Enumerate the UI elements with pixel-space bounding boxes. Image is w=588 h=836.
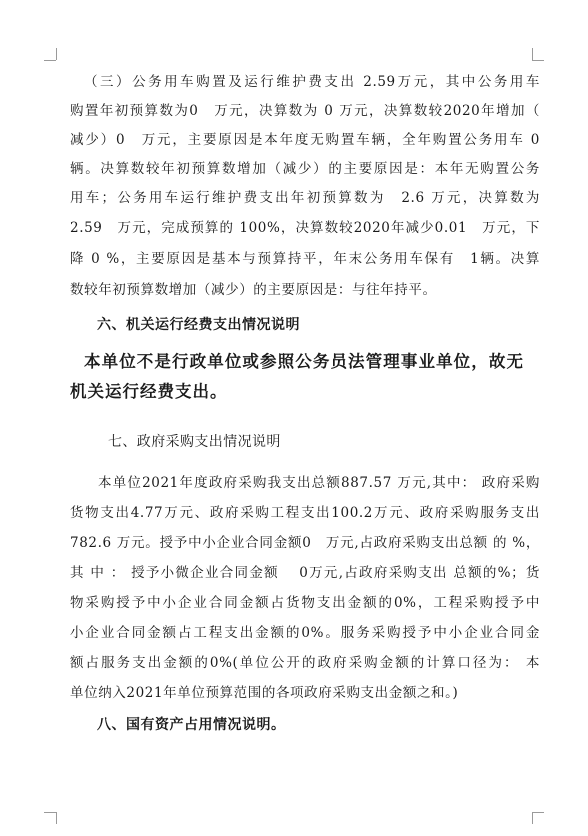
paragraph-line: 辆。决算数较年初预算数增加（减少）的主要原因是：本年无购置公务	[70, 161, 540, 177]
paragraph-line: 物采购授予中小企业合同金额占货物支出金额的0%，工程采购授予中	[70, 595, 540, 611]
paragraph-line: 用车；公务用车运行维护费支出年初预算数为 2.6 万元，决算数为	[70, 190, 540, 206]
section-6-body-line: 本单位不是行政单位或参照公务员法管理事业单位，故无	[84, 352, 524, 371]
paragraph-line: 额占服务支出金额的0%(单位公开的政府采购金额的计算口径为： 本	[70, 655, 540, 671]
paragraph-line: 本单位2021年度政府采购我支出总额887.57 万元,其中： 政府采购	[98, 475, 540, 491]
paragraph-line: 其 中 ： 授予小微企业合同金额 0万元,占政府采购支出 总额的%；货	[70, 565, 540, 581]
section-6-body-line: 机关运行经费支出。	[70, 382, 228, 401]
section-8-heading: 八、国有资产占用情况说明。	[97, 717, 286, 733]
paragraph-line: 2.59 万元，完成预算的 100%，决算数较2020年减少0.01 万元，下	[70, 220, 540, 236]
paragraph-line: 小企业合同金额占工程支出金额的0%。服务采购授予中小企业合同金	[70, 625, 540, 641]
paragraph-line: 购置年初预算数为0 万元，决算数为 0 万元，决算数较2020年增加（	[70, 103, 540, 119]
paragraph-line: 货物支出4.77万元、政府采购工程支出100.2万元、政府采购服务支出	[70, 505, 540, 521]
paragraph-line: （三）公务用车购置及运行维护费支出 2.59万元，其中公务用车	[84, 74, 540, 90]
paragraph-line: 数较年初预算数增加（减少）的主要原因是：与往年持平。	[70, 282, 437, 298]
paragraph-line: 782.6 万元。授予中小企业合同金额0 万元,占政府采购支出总额 的 %，	[70, 535, 540, 551]
paragraph-line: 单位纳入2021年单位预算范围的各项政府采购支出金额之和。)	[70, 685, 459, 701]
section-6-heading: 六、机关运行经费支出情况说明	[97, 317, 300, 333]
paragraph-line: 减少）0 万元，主要原因是本年度无购置车辆，全年购置公务用车 0	[70, 132, 540, 148]
paragraph-line: 降 0 %，主要原因是基本与预算持平，年末公务用车保有 1辆。决算	[70, 251, 540, 267]
section-7-heading: 七、政府采购支出情况说明	[108, 434, 281, 450]
